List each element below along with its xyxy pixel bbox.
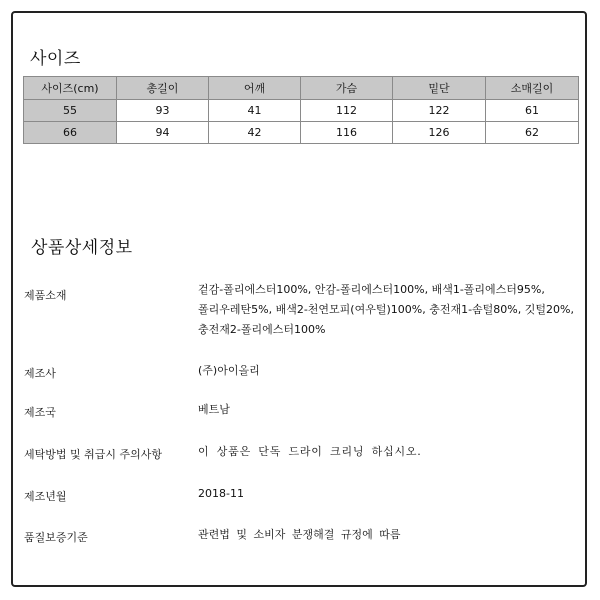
header-size: 사이즈(cm) bbox=[24, 77, 117, 100]
material-label: 제품소재 bbox=[24, 289, 67, 302]
manufacture-date-value: 2018-11 bbox=[198, 487, 244, 500]
care-label: 세탁방법 및 취급시 주의사항 bbox=[24, 448, 163, 461]
size-table bbox=[23, 76, 579, 144]
material-line: 폴리우레탄5%, 배색2-천연모피(여우털)100%, 충전재1-솜털80%, 깃털20%, bbox=[198, 303, 574, 316]
cell-size: 66 bbox=[24, 122, 117, 144]
header-chest: 가슴 bbox=[301, 77, 393, 100]
quality-value: 관련법 및 소비자 분쟁해결 규정에 따름 bbox=[198, 528, 401, 541]
detail-section-title: 상품상세정보 bbox=[31, 238, 133, 258]
size-table-header-row bbox=[24, 77, 579, 100]
table-row bbox=[24, 122, 579, 144]
header-total-length: 총길이 bbox=[117, 77, 209, 100]
header-sleeve-length: 소매길이 bbox=[486, 77, 579, 100]
size-section-title: 사이즈 bbox=[30, 49, 81, 69]
header-hem: 밑단 bbox=[393, 77, 486, 100]
care-value: 이 상품은 단독 드라이 크리닝 하십시오. bbox=[198, 445, 422, 458]
cell-total-length: 94 bbox=[117, 122, 209, 144]
cell-hem: 122 bbox=[393, 100, 486, 122]
material-line: 충전재2-폴리에스터100% bbox=[198, 323, 326, 336]
country-value: 베트남 bbox=[198, 403, 230, 416]
table-row bbox=[24, 100, 579, 122]
manufacturer-value: (주)아이올리 bbox=[198, 364, 260, 377]
cell-sleeve-length: 61 bbox=[486, 100, 579, 122]
header-shoulder: 어깨 bbox=[209, 77, 301, 100]
cell-chest: 112 bbox=[301, 100, 393, 122]
cell-sleeve-length: 62 bbox=[486, 122, 579, 144]
cell-total-length: 93 bbox=[117, 100, 209, 122]
manufacturer-label: 제조사 bbox=[24, 367, 56, 380]
quality-label: 품질보증기준 bbox=[24, 531, 88, 544]
cell-shoulder: 41 bbox=[209, 100, 301, 122]
cell-hem: 126 bbox=[393, 122, 486, 144]
cell-size: 55 bbox=[24, 100, 117, 122]
cell-chest: 116 bbox=[301, 122, 393, 144]
cell-shoulder: 42 bbox=[209, 122, 301, 144]
material-line: 겉감-폴리에스터100%, 안감-폴리에스터100%, 배색1-폴리에스터95%, bbox=[198, 283, 545, 296]
material-value bbox=[198, 280, 574, 340]
country-label: 제조국 bbox=[24, 406, 56, 419]
manufacture-date-label: 제조년월 bbox=[24, 490, 67, 503]
